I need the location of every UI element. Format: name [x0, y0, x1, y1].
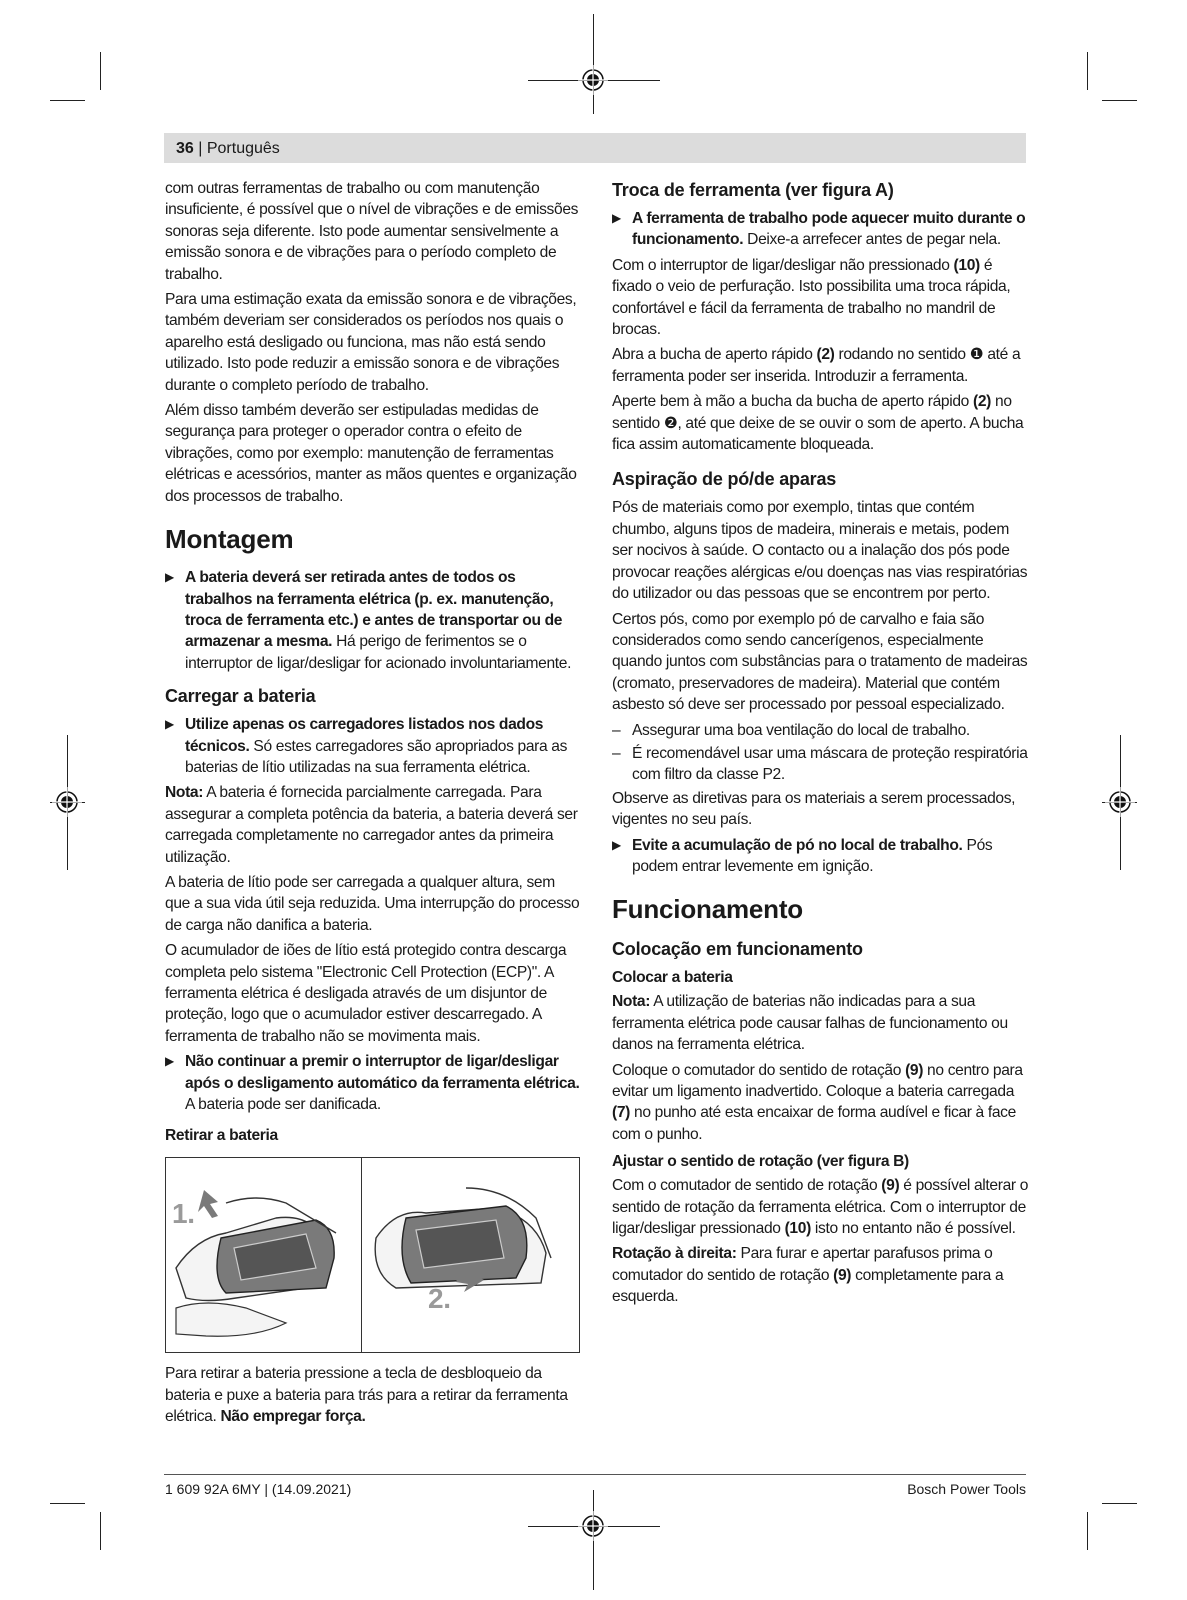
- header-separator: |: [193, 140, 207, 157]
- footer-doc-id: 1 609 92A 6MY | (14.09.2021): [165, 1481, 352, 1497]
- caption-text: Para retirar a bateria pressione a tecla de desbloqueio da bateria e puxe a bateria para trás para a retirar da ferramenta elétrica.: [165, 1365, 568, 1426]
- warning-bullet: [165, 567, 580, 674]
- bullet-text: Há perigo de ferimentos se o interruptor de ligar/desligar for acionado involuntariamente.: [185, 633, 572, 672]
- dash-text: Assegurar uma boa ventilação do local de trabalho.: [632, 721, 970, 739]
- note-text: A utilização de baterias não indicadas para a sua ferramenta elétrica pode causar falhas de funcionamento ou danos na ferramenta elétrica.: [612, 993, 1008, 1054]
- bullet-bold: Evite a acumulação de pó no local de trabalho.: [632, 836, 963, 854]
- note-paragraph: [165, 782, 580, 868]
- subsection-title-retirar: Retirar a bateria: [165, 1127, 278, 1145]
- subsection-title-colocacao: Colocação em funcionamento: [612, 939, 863, 960]
- crop-mark: [100, 52, 101, 90]
- right-column: [612, 178, 1030, 1312]
- subsection-title-colocar: Colocar a bateria: [612, 969, 733, 987]
- ref-number: (9): [905, 1061, 924, 1079]
- crop-mark: [1087, 52, 1088, 90]
- text-run: completamente para a esquerda.: [612, 1266, 1004, 1306]
- bullet-text: A bateria pode ser danificada.: [185, 1096, 381, 1114]
- page-number: 36: [176, 140, 194, 157]
- crop-mark: [593, 14, 594, 114]
- bullet-triangle-icon: ▶: [612, 211, 621, 225]
- paragraph: Certos pós, como por exemplo pó de carvalho e faia são considerados como sendo cancerígenos, especialmente quando juntos com substâncias para o tratamento de madeiras (cromato, preservadores de madeira). Material que contém asbesto só deve ser processado por pessoal especializado.: [612, 610, 1028, 714]
- text-run: Com o comutador de sentido de rotação: [612, 1177, 882, 1195]
- figure-step-2-label: 2.: [428, 1283, 451, 1315]
- paragraph: [612, 1243, 1030, 1307]
- bullet-triangle-icon: ▶: [165, 717, 174, 732]
- header-bar: [164, 133, 1026, 163]
- subsection-title-ajustar: Ajustar o sentido de rotação (ver figura B): [612, 1153, 909, 1171]
- page-header: [176, 139, 280, 159]
- text-run: é fixado o veio de perfuração. Isto possibilita uma troca rápida, confortável e fácil da ferramenta de trabalho no mandril de brocas.: [612, 256, 1011, 339]
- ref-number: (9): [881, 1177, 900, 1195]
- text-run: Coloque o comutador do sentido de rotação: [612, 1061, 906, 1079]
- crop-mark: [1102, 100, 1137, 101]
- ref-number: (10): [784, 1220, 811, 1238]
- dash-icon: –: [612, 744, 621, 762]
- figure-caption: [165, 1363, 580, 1427]
- bullet-bold: Utilize apenas os carregadores listados nos dados técnicos.: [185, 716, 544, 755]
- paragraph: [612, 344, 1030, 387]
- paragraph: Além disso também deverão ser estipuladas medidas de segurança para proteger o operador contra o efeito de vibrações, como por exemplo: manutenção de ferramentas elétricas e acessórios, manter as mãos quentes e organização dos processos de trabalho.: [165, 402, 577, 505]
- bullet-triangle-icon: ▶: [165, 1054, 174, 1069]
- bullet-triangle-icon: ▶: [612, 837, 621, 852]
- text-run: no sentido ❷, até que deixe de se ouvir o som de aperto. A bucha fica assim automaticamente bloqueada.: [612, 393, 1024, 454]
- paragraph: A bateria de lítio pode ser carregada a qualquer altura, sem que a sua vida útil seja reduzida. Uma interrupção do processo de carga não danifica a bateria.: [165, 873, 580, 934]
- footer-rule: [164, 1474, 1026, 1475]
- left-column: [165, 178, 580, 1432]
- footer-brand: Bosch Power Tools: [907, 1481, 1026, 1497]
- subsection-title-carregar: Carregar a bateria: [165, 686, 316, 707]
- paragraph: [612, 255, 1030, 341]
- warning-bullet: [612, 835, 1030, 878]
- paragraph: Pós de materiais como por exemplo, tintas que contém chumbo, alguns tipos de madeira, minerais e metais, podem ser nocivos à saúde. O contacto ou a inalação dos pós pode provocar reações alérgicas e/ou doenças nas vias respiratórias do utilizador ou das pessoas que se encontrem por perto.: [612, 499, 1028, 603]
- section-title-funcionamento: Funcionamento: [612, 894, 803, 925]
- note-paragraph: [612, 991, 1030, 1055]
- section-title-montagem: Montagem: [165, 524, 294, 555]
- crop-mark: [1102, 1503, 1137, 1504]
- crop-mark: [100, 1512, 101, 1550]
- ref-number: (10): [953, 256, 980, 274]
- bullet-bold: A ferramenta de trabalho pode aquecer muito durante o funcionamento.: [632, 210, 1026, 249]
- header-language: Português: [206, 140, 280, 157]
- text-run: no centro para evitar um ligamento inadvertido. Coloque a bateria carregada: [612, 1061, 1023, 1100]
- warning-bullet: [612, 208, 1030, 251]
- paragraph: O acumulador de iões de lítio está protegido contra descarga completa pelo sistema "Electronic Cell Protection (ECP)". A ferramenta elétrica é desligada através de um disjuntor de proteção, logo que o acumulador estiver descarregado. A ferramenta de trabalho não se movimenta mais.: [165, 942, 567, 1045]
- registration-mark-icon: [578, 1511, 608, 1541]
- paragraph: [612, 1060, 1030, 1146]
- registration-mark-icon: [578, 65, 608, 95]
- bullet-bold: A bateria deverá ser retirada antes de todos os trabalhos na ferramenta elétrica (p. ex. manutenção, troca de ferramenta etc.) e antes de transportar ou de armazenar a mesma.: [185, 569, 563, 651]
- text-run: no punho até esta encaixar de forma audível e ficar à face com o punho.: [612, 1104, 1016, 1143]
- registration-mark-icon: [1105, 787, 1135, 817]
- text-run: Aperte bem à mão a bucha da bucha de aperto rápido: [612, 393, 973, 411]
- bullet-triangle-icon: ▶: [165, 570, 174, 585]
- ref-number: (2): [973, 393, 992, 411]
- figure-step-1-label: 1.: [172, 1198, 195, 1230]
- note-label: Nota:: [165, 784, 204, 802]
- bullet-text: Deixe-a arrefecer antes de pegar nela.: [743, 231, 1001, 249]
- text-run: Com o interruptor de ligar/desligar não pressionado: [612, 256, 954, 274]
- bullet-text: Só estes carregadores são apropriados para as baterias de lítio utilizadas na sua ferramenta elétrica.: [185, 737, 568, 776]
- crop-mark: [1087, 1512, 1088, 1550]
- paragraph: Observe as diretivas para os materiais a serem processados, vigentes no seu país.: [612, 789, 1016, 829]
- paragraph: [612, 391, 1030, 455]
- registration-mark-icon: [52, 787, 82, 817]
- dash-text: É recomendável usar uma máscara de proteção respiratória com filtro da classe P2.: [632, 744, 1028, 784]
- text-run: isto no entanto não é possível.: [810, 1220, 1016, 1238]
- ref-number: (2): [816, 346, 835, 364]
- crop-mark: [50, 1503, 85, 1504]
- text-run: rodando no sentido ❶ até a ferramenta poder ser inserida. Introduzir a ferramenta.: [612, 346, 1021, 385]
- text-run: é possível alterar o sentido de rotação da ferramenta elétrica. Com o interruptor de ligar/desligar pressionado: [612, 1177, 1029, 1238]
- text-run: Abra a bucha de aperto rápido: [612, 346, 817, 364]
- text-run: Para furar e apertar parafusos prima o comutador do sentido de rotação: [612, 1245, 993, 1284]
- warning-bullet: [165, 714, 580, 778]
- subsection-title-aspiracao: Aspiração de pó/de aparas: [612, 469, 837, 490]
- paragraph: [612, 1175, 1030, 1239]
- subsection-title-troca: Troca de ferramenta (ver figura A): [612, 180, 894, 200]
- warning-bullet: [165, 1051, 580, 1115]
- battery-removal-figure: [165, 1157, 580, 1353]
- ref-number: (9): [833, 1266, 852, 1284]
- ref-number: (7): [612, 1104, 631, 1122]
- paragraph: com outras ferramentas de trabalho ou com manutenção insuficiente, é possível que o nível de vibrações e de emissões sonoras seja diferente. Isto pode aumentar sensivelmente a emissão sonora e de vibrações para o período completo de trabalho.: [165, 180, 579, 283]
- battery-removal-illustration: [166, 1158, 581, 1354]
- caption-bold: Não empregar força.: [220, 1408, 366, 1426]
- paragraph: Para uma estimação exata da emissão sonora e de vibrações, também deveriam ser considerados os períodos nos quais o aparelho está desligado ou funciona, mas não está sendo utilizado. Isto pode reduzir a emissão sonora e de vibrações durante o completo período de trabalho.: [165, 291, 577, 394]
- note-label: Nota:: [612, 993, 651, 1011]
- dash-list-item: [612, 743, 1030, 786]
- crop-mark: [50, 100, 85, 101]
- note-text: A bateria é fornecida parcialmente carregada. Para assegurar a completa potência da bateria, a bateria deverá ser carregada completamente no carregador antes da primeira utilização.: [165, 784, 578, 866]
- dash-icon: –: [612, 721, 621, 739]
- bold-label: Rotação à direita:: [612, 1245, 737, 1263]
- bullet-text: Pós podem entrar levemente em ignição.: [632, 836, 993, 875]
- dash-list-item: [612, 720, 1030, 741]
- bullet-bold: Não continuar a premir o interruptor de ligar/desligar após o desligamento automático da ferramenta elétrica.: [185, 1053, 580, 1092]
